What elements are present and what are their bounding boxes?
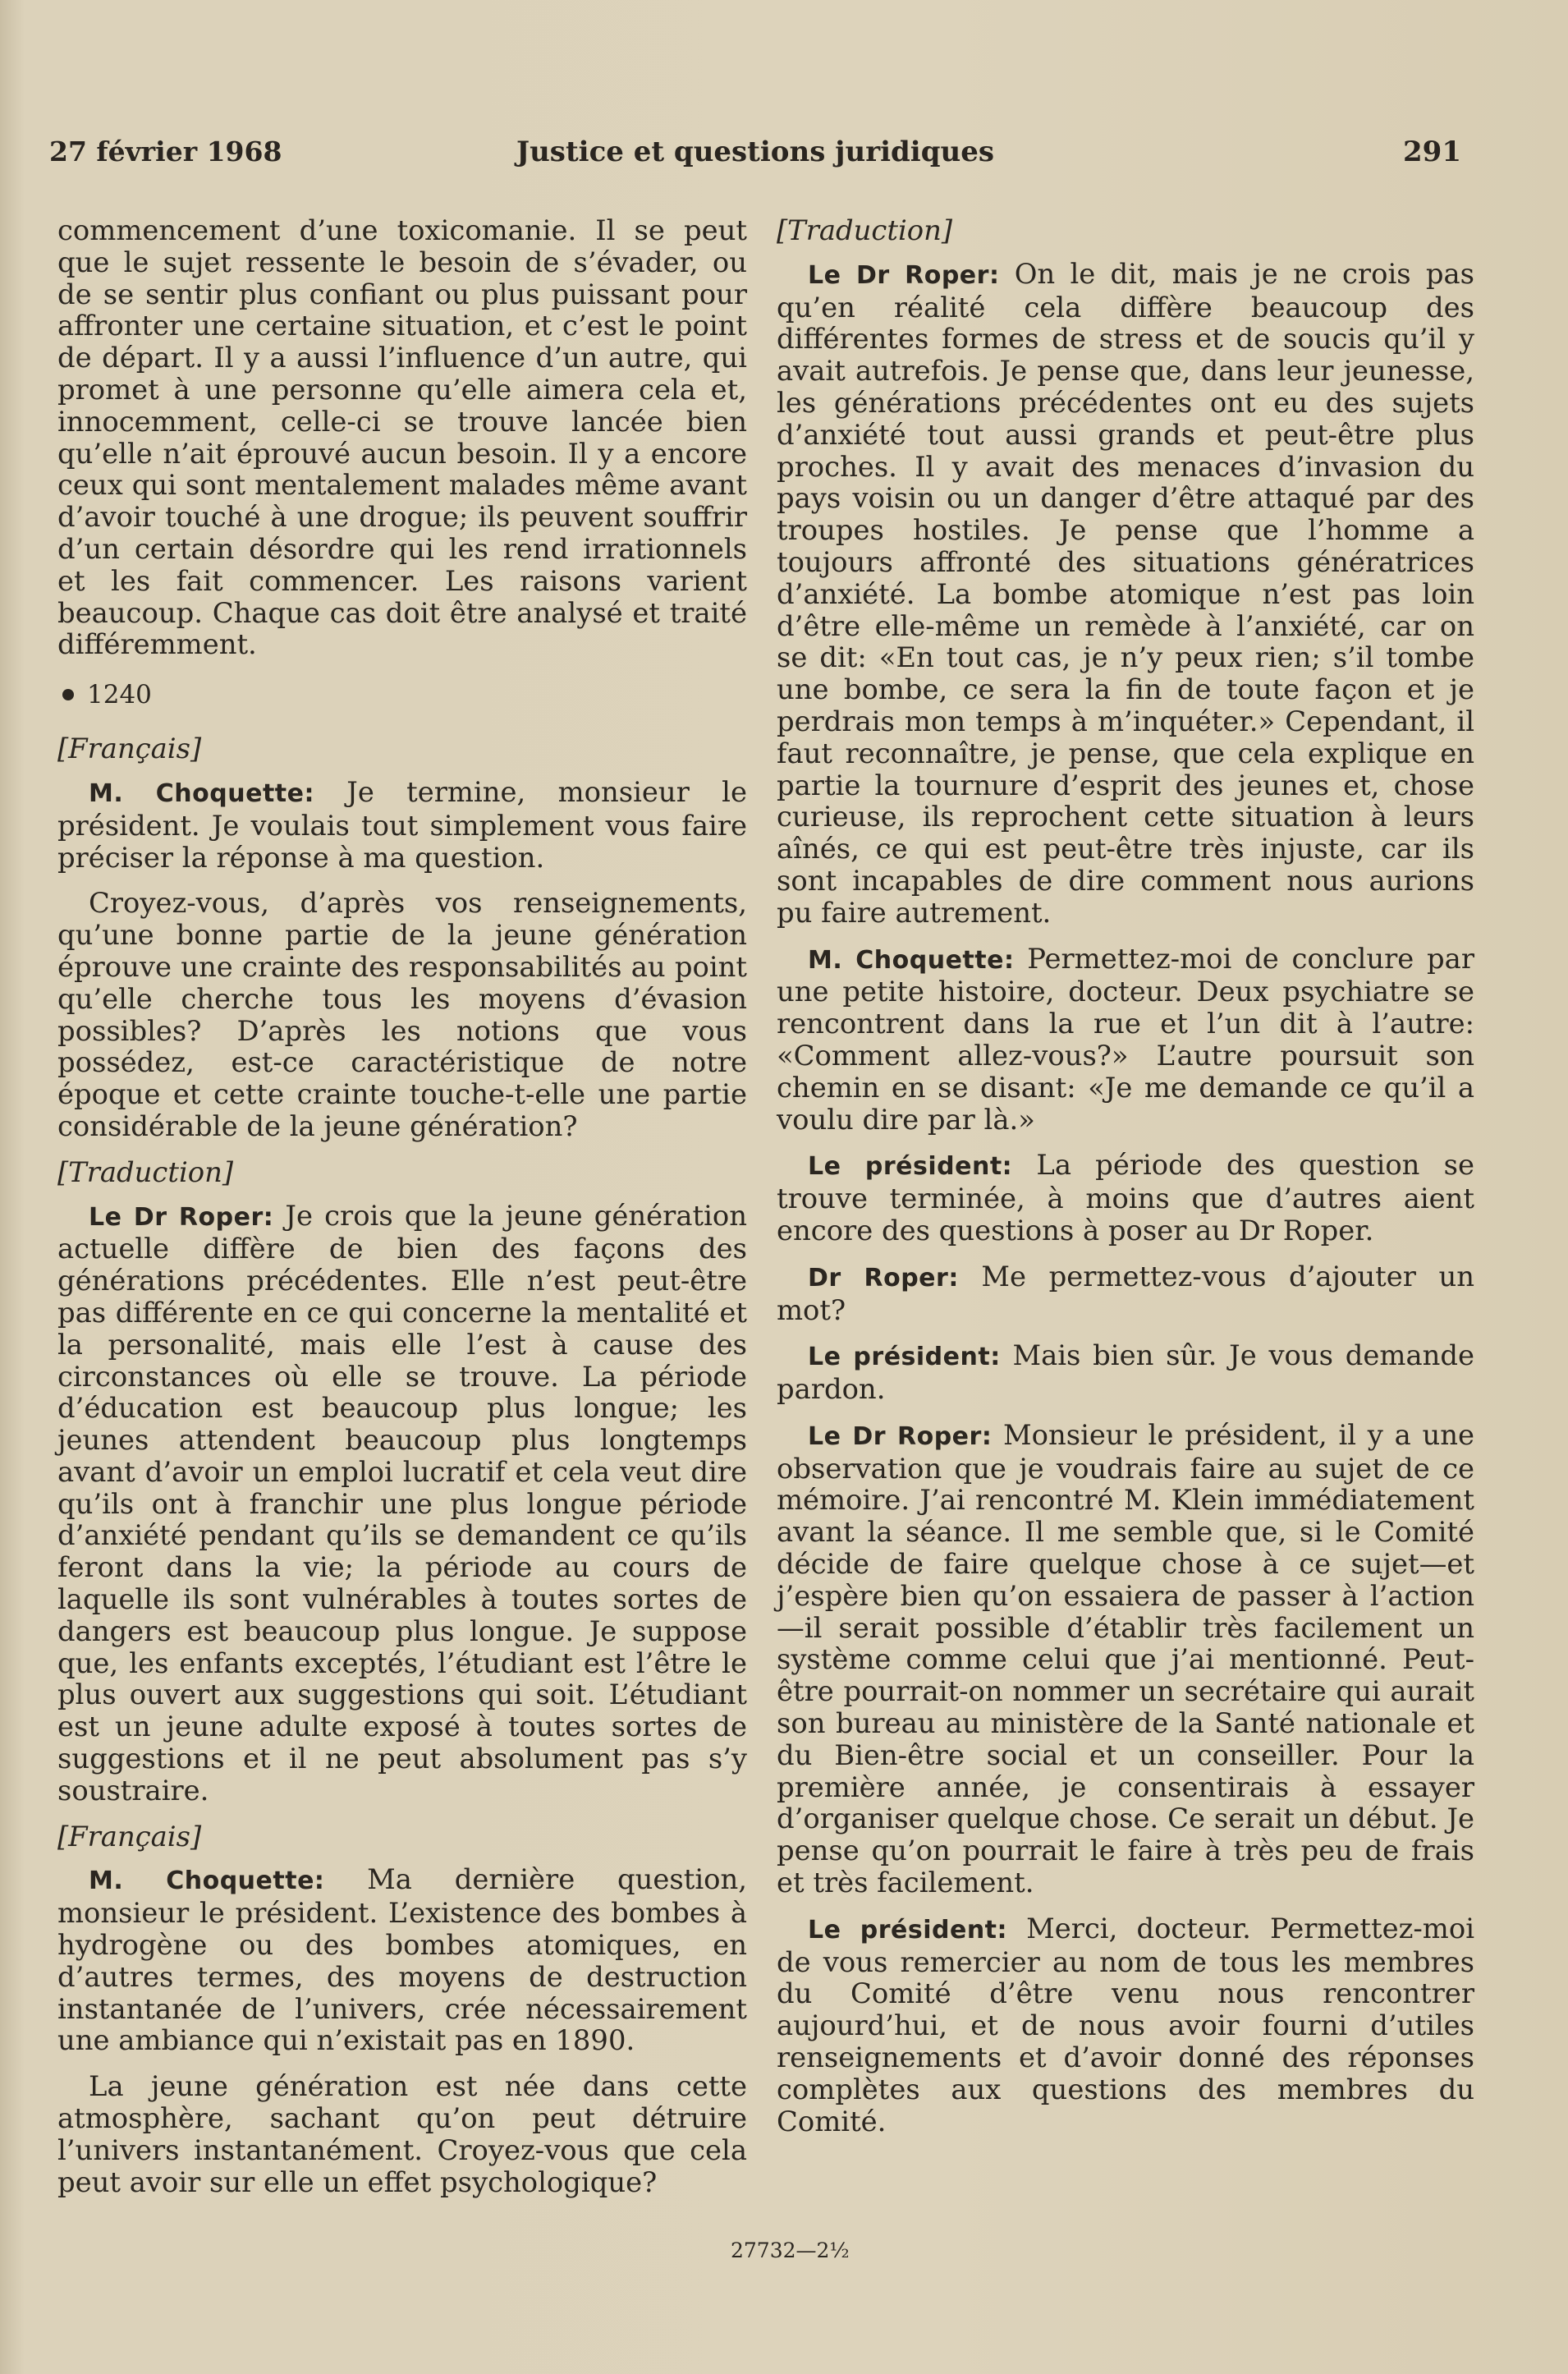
speech-text: Je crois que la jeune génération actuelle diffère de bien des façons des générations précédentes. Elle n’est peut-être pas différente en ce qui concerne la mentalité et la personalité, mais elle l’est à cause des circonstances où elle se trouve. La période d’éducation est beaucoup plus longue; les jeunes attendent beaucoup plus longtemps avant d’avoir un emploi lucratif et cela veut dire qu’ils ont à franchir une plus longue période d’anxiété pendant qu’ils se demandent ce qu’ils feront dans la vie; la période au cours de laquelle ils sont vulnérables à toutes sortes de dangers est beaucoup plus longue. Je suppose que, les enfants exceptés, l’étudiant est l’être le plus ouvert aux suggestions qui soit. L’étudiant est un jeune adulte exposé à toutes sortes de suggestions et il ne peut absolument pas s’y soustraire. (57, 1199, 747, 1807)
speech-paragraph (57, 1201, 747, 1807)
speaker-name: Le Dr Roper: (89, 1202, 274, 1232)
language-label: [Traduction] (777, 214, 953, 246)
right-column (777, 215, 1474, 2151)
paragraph: La jeune génération est née dans cette atmosphère, sachant qu’on peut détruire l’univers instantanément. Croyez-vous que cela peut avoir sur elle un effet psychologique? (57, 2070, 747, 2198)
speaker-name: Le président: (808, 1915, 1008, 1945)
speech-paragraph (57, 777, 747, 874)
speech-paragraph (777, 1340, 1474, 1406)
speech-paragraph (777, 1261, 1474, 1327)
speaker-name: M. Choquette: (89, 1867, 325, 1896)
speech-text: Monsieur le président, il y a une observation que je voudrais faire au sujet de ce mémoire. J’ai rencontré M. Klein immédiatement avant la séance. Il me semble que, si le Comité décide de faire quelque chose à ce sujet—et j’espère bien qu’on essaiera de passer à l’action—il serait possible d’établir très facilement un système comme celui que j’ai mentionné. Peut-être pourrait-on nommer un secrétaire qui aurait son bureau au ministère de la Santé nationale et du Bien-être social et un conseiller. Pour la première année, je consentirais à essayer d’organiser quelque chose. Ce serait un début. Je pense qu’on pourrait le faire à très peu de frais et très facilement. (777, 1418, 1475, 1899)
speech-text: Je termine, monsieur le président. Je voulais tout simplement vous faire préciser la réponse à ma question. (57, 775, 747, 874)
page-header (49, 135, 1461, 185)
speech-text: Me permettez-vous d’ajouter un mot? (777, 1260, 1474, 1326)
speech-text: Mais bien sûr. Je vous demande pardon. (777, 1339, 1474, 1406)
header-title: Justice et questions juridiques (516, 135, 994, 168)
speaker-name: Le président: (808, 1343, 1001, 1372)
header-date: 27 février 1968 (49, 135, 282, 168)
speaker-name: Le Dr Roper: (808, 260, 1000, 290)
speech-paragraph (57, 1864, 747, 2057)
bullet-icon (62, 689, 74, 700)
speech-paragraph (777, 1420, 1474, 1899)
left-column (57, 215, 747, 2212)
page-number: 291 (1403, 135, 1461, 168)
marker-text: 1240 (87, 680, 152, 710)
speaker-name: Le Dr Roper: (808, 1421, 993, 1451)
speech-text: Permettez-moi de conclure par une petite histoire, docteur. Deux psychiatre se rencontrent dans la rue et l’un dit à l’autre: «Comment allez-vous?» L’autre poursuit son chemin en se disant: «Je me demande ce qu’il a voulu dire par là.» (777, 942, 1474, 1136)
speaker-name: Le président: (808, 1152, 1013, 1182)
speech-paragraph (777, 259, 1474, 930)
speaker-name: Dr Roper: (808, 1263, 959, 1293)
language-label: [Français] (57, 732, 202, 765)
speech-text: On le dit, mais je ne crois pas qu’en réalité cela diffère beaucoup des différentes formes de stress et de soucis qu’il y avait autrefois. Je pense que, dans leur jeunesse, les générations précédentes ont eu des sujets d’anxiété tout aussi grands et peut-être plus proches. Il y avait des menaces d’invasion du pays voisin ou un danger d’être attaqué par des troupes hostiles. Je pense que l’homme a toujours affronté des situations génératrices d’anxiété. La bombe atomique n’est pas loin d’être elle-même un remède à l’anxiété, car on se dit: «En tout cas, je n’y peux rien; s’il tombe une bombe, ce sera la fin de toute façon et je perdrais mon temps à m’inquéter.» Cependant, il faut reconnaître, je pense, que cela explique en partie la tournure d’esprit des jeunes et, chose curieuse, ils reprochent cette situation à leurs aînés, ce qui est peut-être très injuste, car ils sont incapables de dire comment nous aurions pu faire autrement. (777, 257, 1474, 929)
time-marker (57, 679, 747, 710)
footer-code: 27732—2½ (731, 2239, 850, 2262)
paragraph: commencement d’une toxicomanie. Il se peut que le sujet ressente le besoin de s’évader, ou de se sentir plus confiant ou plus puissant pour affronter une certaine situation, et c’est le point de départ. Il y a aussi l’influence d’un autre, qui promet à une personne qu’elle aimera cela et, innocemment, celle-ci se trouve lancée bien qu’elle n’ait éprouvé aucun besoin. Il y a encore ceux qui sont mentalement malades même avant d’avoir touché à une drogue; ils peuvent souffrir d’un certain désordre qui les rend irrationnels et les fait commencer. Les raisons varient beaucoup. Chaque cas doit être analysé et traité différemment. (57, 214, 747, 661)
speech-text: Ma dernière question, monsieur le président. L’existence des bombes à hydrogène ou des bombes atomiques, en d’autres termes, des moyens de destruction instantanée de l’univers, crée nécessairement une ambiance qui n’existait pas en 1890. (57, 1863, 747, 2057)
language-label: [Traduction] (57, 1155, 234, 1188)
paragraph: Croyez-vous, d’après vos renseignements, qu’une bonne partie de la jeune génération éprouve une crainte des responsabilités au point qu’elle cherche tous les moyens d’évasion possibles? D’après les notions que vous possédez, est-ce caractéristique de notre époque et cette crainte touche-t-elle une partie considérable de la jeune génération? (57, 887, 747, 1142)
speech-text: La période des question se trouve terminée, à moins que d’autres aient encore des questions à poser au Dr Roper. (777, 1149, 1474, 1247)
language-label: [Français] (57, 1820, 202, 1853)
speech-text: Merci, docteur. Permettez-moi de vous remercier au nom de tous les membres du Comité d’être venu nous rencontrer aujourd’hui, et de nous avoir fourni d’utiles renseignements et d’avoir donné des réponses complètes aux questions des membres du Comité. (777, 1912, 1474, 2138)
speech-paragraph (777, 1150, 1474, 1247)
speech-paragraph (777, 944, 1474, 1136)
speech-paragraph (777, 1913, 1474, 2138)
speaker-name: M. Choquette: (808, 945, 1015, 975)
speaker-name: M. Choquette: (89, 778, 314, 808)
